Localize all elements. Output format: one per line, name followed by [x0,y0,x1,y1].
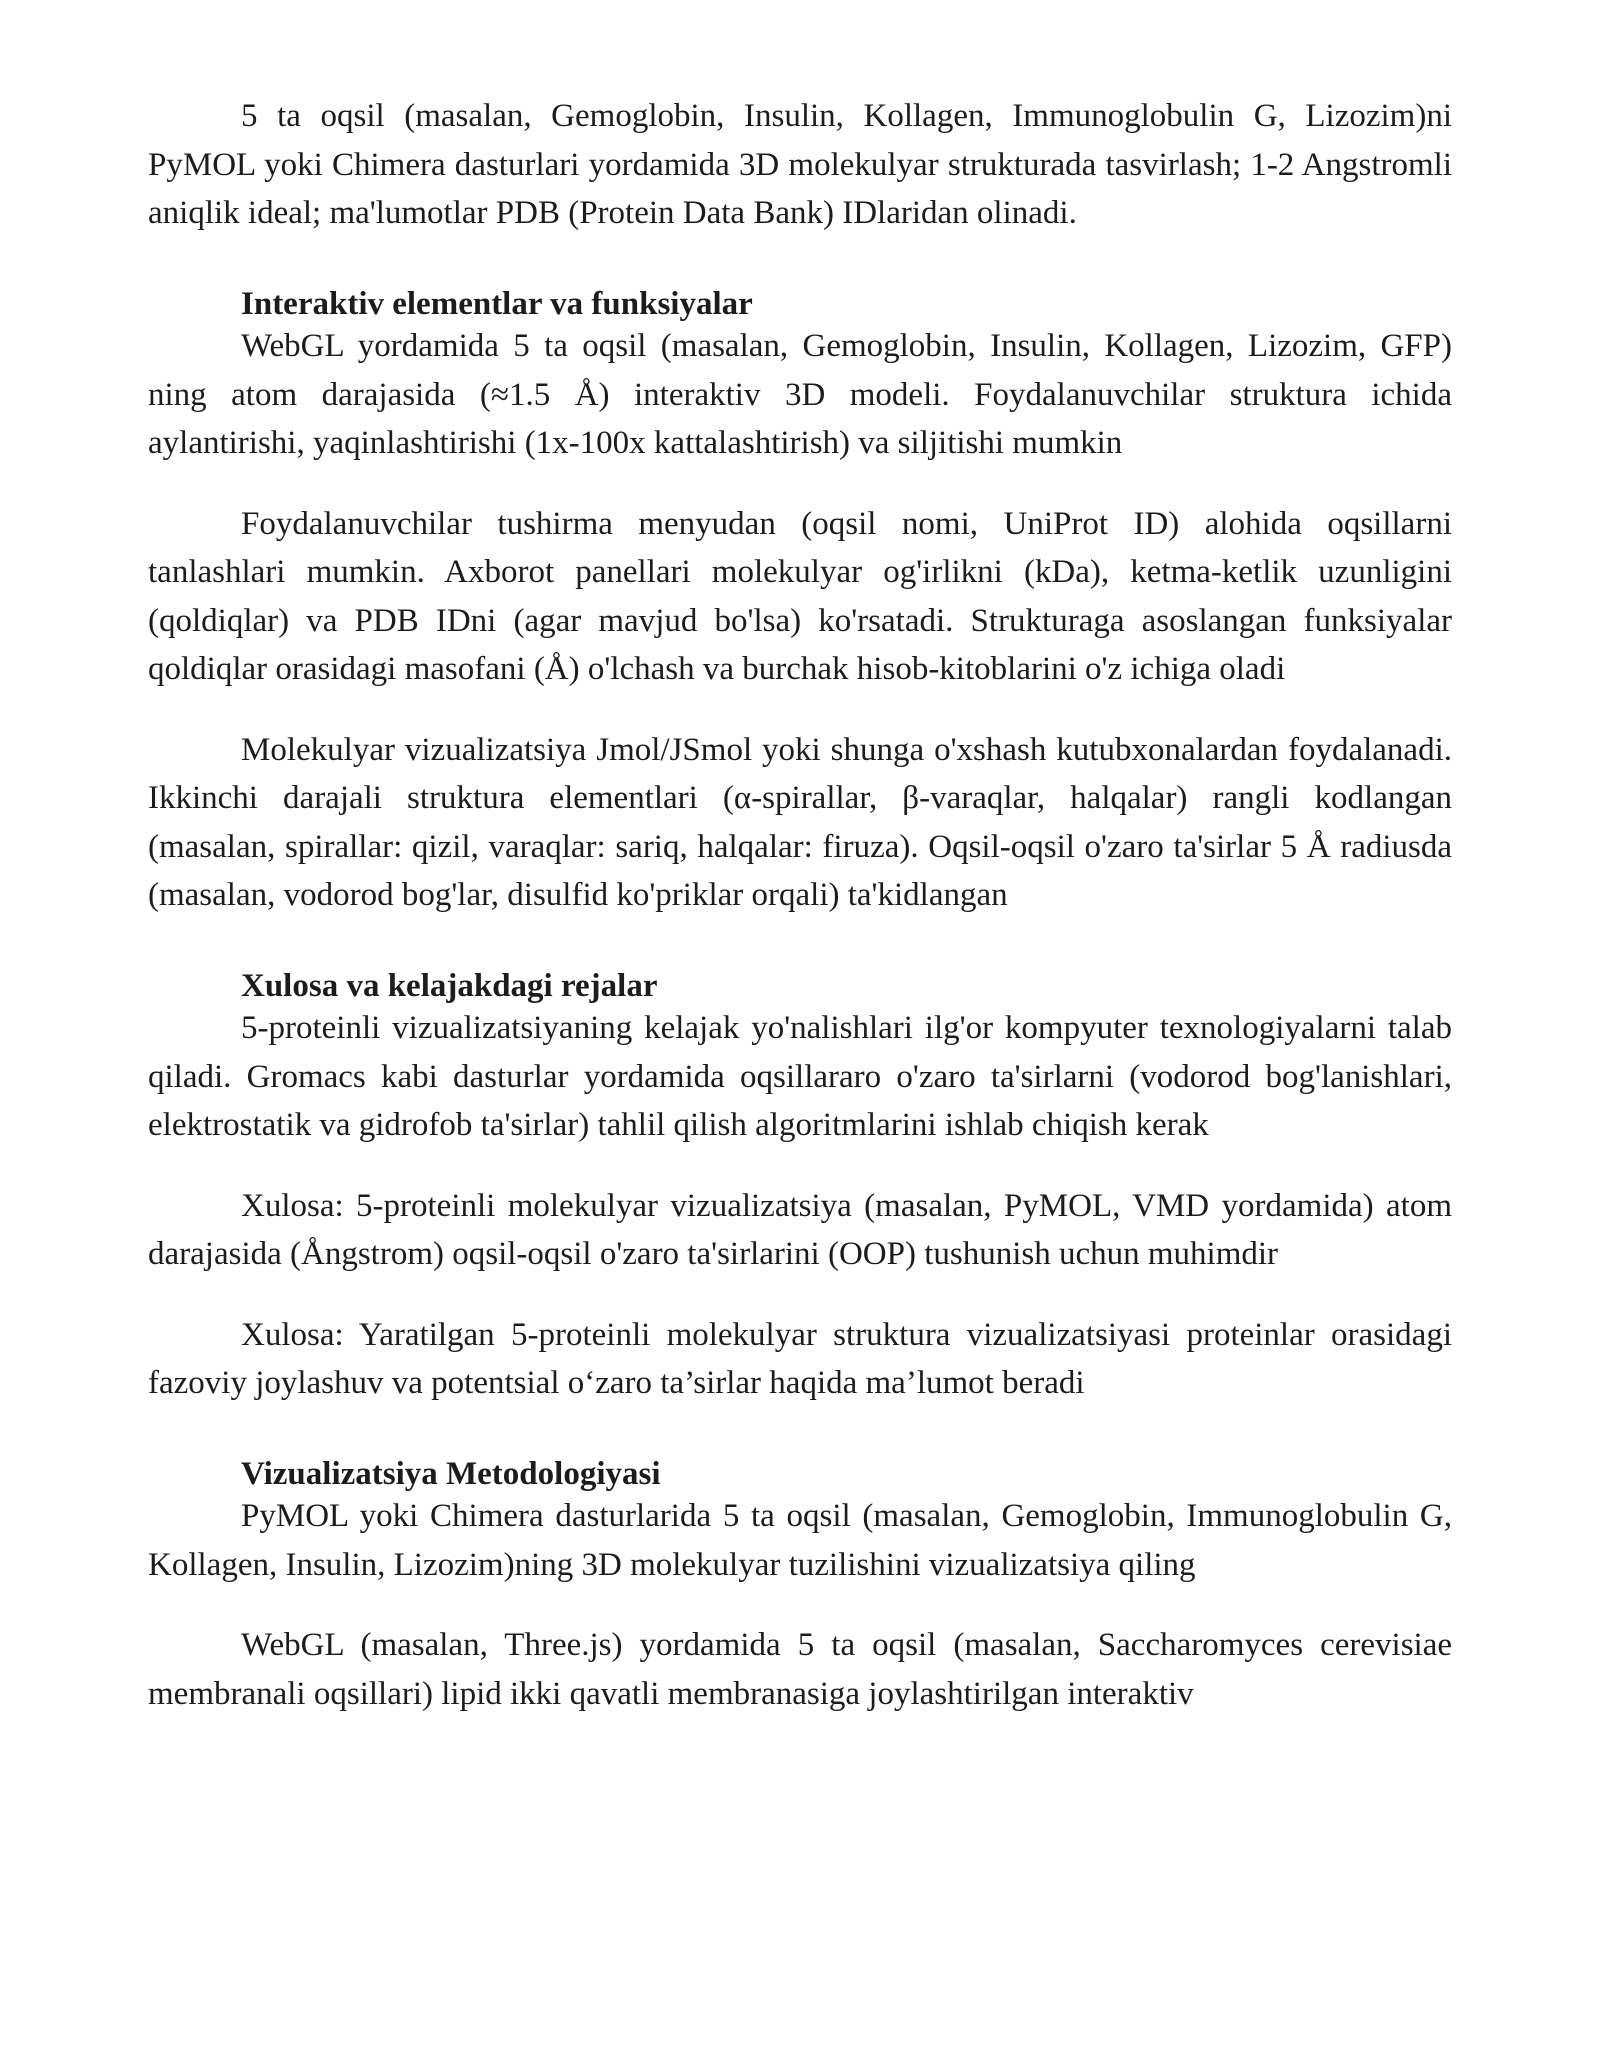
heading-conclusion-future: Xulosa va kelajakdagi rejalar [241,967,658,1004]
paragraph-webgl-model: WebGL yordamida 5 ta oqsil (masalan, Gemoglobin, Insulin, Kollagen, Lizozim, GFP) ning atom darajasida (≈1.5 Å) interaktiv 3D modeli. Foydalanuvchilar struktura ichida aylantirishi, yaqinlashtirishi (1x-100x kattalashtirish) va siljitishi mumkin [148,328,1452,461]
paragraph-conclusion-1: Xulosa: 5-proteinli molekulyar vizualizatsiya (masalan, PyMOL, VMD yordamida) atom darajasida (Ångstrom) oqsil-oqsil o'zaro ta'sirlarini (OOP) tushunish uchun muhimdir [148,1187,1452,1272]
document-page [148,92,1452,1718]
paragraph-future-directions: 5-proteinli vizualizatsiyaning kelajak yo'nalishlari ilg'or kompyuter texnologiyalarni talab qiladi. Gromacs kabi dasturlar yordamida oqsillararo o'zaro ta'sirlarni (vodorod bog'lanishlari, elektrostatik va gidrofob ta'sirlar) tahlil qilish algoritmlarini ishlab chiqish kerak [148,1010,1452,1143]
paragraph-webgl-threejs: WebGL (masalan, Three.js) yordamida 5 ta oqsil (masalan, Saccharomyces cerevisiae membranali oqsillari) lipid ikki qavatli membranasiga joylashtirilgan interaktiv [148,1627,1452,1712]
heading-visualization-methodology: Vizualizatsiya Metodologiyasi [241,1455,661,1492]
paragraph-pymol-chimera: PyMOL yoki Chimera dasturlarida 5 ta oqsil (masalan, Gemoglobin, Immunoglobulin G, Kollagen, Insulin, Lizozim)ning 3D molekulyar tuzilishini vizualizatsiya qiling [148,1498,1452,1583]
paragraph-conclusion-2: Xulosa: Yaratilgan 5-proteinli molekulyar struktura vizualizatsiyasi proteinlar orasidagi fazoviy joylashuv va potentsial o‘zaro ta’sirlar haqida ma’lumot beradi [148,1316,1452,1401]
paragraph-intro: 5 ta oqsil (masalan, Gemoglobin, Insulin, Kollagen, Immunoglobulin G, Lizozim)ni PyMOL yoki Chimera dasturlari yordamida 3D molekulyar strukturada tasvirlash; 1-2 Angstromli aniqlik ideal; ma'lumotlar PDB (Protein Data Bank) IDlaridan olinadi. [148,98,1452,231]
heading-interactive-elements: Interaktiv elementlar va funksiyalar [241,285,753,322]
paragraph-molecular-visualization: Molekulyar vizualizatsiya Jmol/JSmol yoki shunga o'xshash kutubxonalardan foydalanadi. Ikkinchi darajali struktura elementlari (α-spirallar, β-varaqlar, halqalar) rangli kodlangan (masalan, spirallar: qizil, varaqlar: sariq, halqalar: firuza). Oqsil-oqsil o'zaro ta'sirlar 5 Å radiusda (masalan, vodorod bog'lar, disulfid ko'priklar orqali) ta'kidlangan [148,731,1452,913]
paragraph-dropdown-selection: Foydalanuvchilar tushirma menyudan (oqsil nomi, UniProt ID) alohida oqsillarni tanlashlari mumkin. Axborot panellari molekulyar og'irlikni (kDa), ketma-ketlik uzunligini (qoldiqlar) va PDB IDni (agar mavjud bo'lsa) ko'rsatadi. Strukturaga asoslangan funksiyalar qoldiqlar orasidagi masofani (Å) o'lchash va burchak hisob-kitoblarini o'z ichiga oladi [148,505,1452,687]
